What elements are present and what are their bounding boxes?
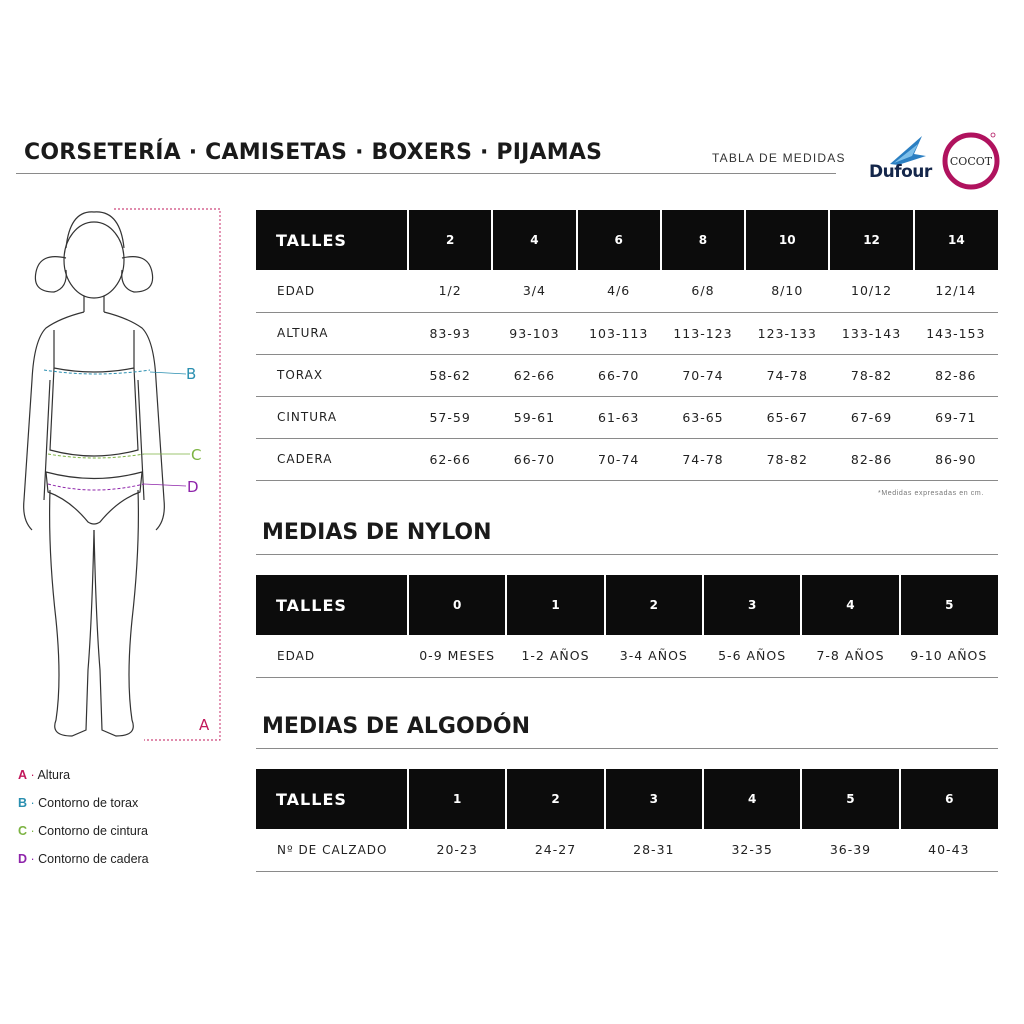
size-table-main — [256, 210, 998, 481]
table-cell: 83-93 — [408, 312, 492, 354]
table-cell: 28-31 — [605, 829, 703, 871]
table-header-cell: 12 — [829, 210, 913, 270]
table-header-cell: TALLES — [256, 769, 408, 829]
table-cell: 65-67 — [745, 396, 829, 438]
table-header-cell: 4 — [492, 210, 576, 270]
table-cell: 36-39 — [801, 829, 899, 871]
table-cell: ALTURA — [256, 312, 408, 354]
table-cell: 4/6 — [577, 270, 661, 312]
table-cell: 10/12 — [829, 270, 913, 312]
table-cell: 103-113 — [577, 312, 661, 354]
legend-key: A — [18, 768, 28, 782]
table-header-cell: 2 — [506, 769, 604, 829]
legend-item: C · Contorno de cintura — [18, 824, 148, 838]
table-cell: 8/10 — [745, 270, 829, 312]
dufour-logo-mark — [890, 136, 926, 165]
table-header-cell: 0 — [408, 575, 506, 635]
table-cell: 61-63 — [577, 396, 661, 438]
table-cell: 9-10 AÑOS — [900, 635, 998, 677]
header-divider — [16, 173, 836, 174]
section-divider — [256, 554, 998, 555]
table-row — [256, 396, 998, 438]
table-cell: 58-62 — [408, 354, 492, 396]
table-header-cell: 5 — [801, 769, 899, 829]
legend-item: A · Altura — [18, 768, 71, 782]
table-row — [256, 270, 998, 312]
cocot-wordmark: COCOT — [949, 155, 993, 168]
table-cell: 7-8 AÑOS — [801, 635, 899, 677]
section-title-nylon: MEDIAS DE NYLON — [262, 520, 492, 545]
table-header-cell: TALLES — [256, 575, 408, 635]
table-cell: 66-70 — [577, 354, 661, 396]
table-cell: TORAX — [256, 354, 408, 396]
table-cell: 0-9 MESES — [408, 635, 506, 677]
table-cell: 133-143 — [829, 312, 913, 354]
table-cell: EDAD — [256, 635, 408, 677]
table-row — [256, 354, 998, 396]
table-row — [256, 312, 998, 354]
table-cell: 123-133 — [745, 312, 829, 354]
table-cell: 82-86 — [829, 438, 913, 480]
child-figure-illustration — [10, 200, 230, 750]
table-cell: 78-82 — [829, 354, 913, 396]
section-divider — [256, 748, 998, 749]
table-header-row — [256, 769, 998, 829]
table-row — [256, 829, 998, 871]
legend-label: Contorno de torax — [38, 796, 139, 810]
table-header-cell: 8 — [661, 210, 745, 270]
table-cell: 74-78 — [661, 438, 745, 480]
table-header-cell: 3 — [703, 575, 801, 635]
legend-label: Contorno de cadera — [38, 852, 149, 866]
measurement-legend — [18, 768, 149, 880]
table-cell: 24-27 — [506, 829, 604, 871]
table-header-cell: 1 — [408, 769, 506, 829]
page-title: CORSETERÍA · CAMISETAS · BOXERS · PIJAMAS — [24, 140, 603, 165]
table-cell: 62-66 — [492, 354, 576, 396]
table-cell: 113-123 — [661, 312, 745, 354]
table-header-cell: 14 — [914, 210, 998, 270]
table-cell: 143-153 — [914, 312, 998, 354]
table-header-cell: TALLES — [256, 210, 408, 270]
legend-key: D — [18, 852, 28, 866]
table-header-cell: 5 — [900, 575, 998, 635]
table-cell: CINTURA — [256, 396, 408, 438]
table-cell: EDAD — [256, 270, 408, 312]
table-header-cell: 2 — [605, 575, 703, 635]
table-cell: 1-2 AÑOS — [506, 635, 604, 677]
table-cell: 82-86 — [914, 354, 998, 396]
measure-label-c: C — [191, 446, 202, 464]
table-cell: 1/2 — [408, 270, 492, 312]
table-cell: 59-61 — [492, 396, 576, 438]
legend-key: C — [18, 824, 28, 838]
table-row — [256, 438, 998, 480]
table-cell: 3/4 — [492, 270, 576, 312]
legend-item: B · Contorno de torax — [18, 796, 139, 810]
table-header-cell: 1 — [506, 575, 604, 635]
table-cell: 74-78 — [745, 354, 829, 396]
legend-item: D · Contorno de cadera — [18, 852, 149, 866]
cocot-logo — [941, 129, 1003, 191]
table-cell: 70-74 — [661, 354, 745, 396]
size-table-algodon — [256, 769, 998, 872]
legend-label: Altura — [37, 768, 71, 782]
table-cell: 69-71 — [914, 396, 998, 438]
table-header-cell: 3 — [605, 769, 703, 829]
table-cell: 63-65 — [661, 396, 745, 438]
units-note: *Medidas expresadas en cm. — [878, 490, 984, 497]
section-title-algodon: MEDIAS DE ALGODÓN — [262, 714, 531, 739]
size-table-nylon — [256, 575, 998, 678]
table-cell: Nº DE CALZADO — [256, 829, 408, 871]
table-header-cell: 6 — [900, 769, 998, 829]
table-header-cell: 4 — [801, 575, 899, 635]
table-cell: 66-70 — [492, 438, 576, 480]
table-row — [256, 635, 998, 677]
table-header-cell: 10 — [745, 210, 829, 270]
measure-label-a: A — [199, 716, 210, 734]
page-subtitle: TABLA DE MEDIDAS — [712, 151, 846, 165]
table-header-cell: 2 — [408, 210, 492, 270]
table-cell: 12/14 — [914, 270, 998, 312]
table-cell: 78-82 — [745, 438, 829, 480]
table-header-row — [256, 575, 998, 635]
table-cell: 40-43 — [900, 829, 998, 871]
table-cell: 5-6 AÑOS — [703, 635, 801, 677]
table-cell: 62-66 — [408, 438, 492, 480]
table-cell: 20-23 — [408, 829, 506, 871]
legend-label: Contorno de cintura — [38, 824, 148, 838]
table-header-row — [256, 210, 998, 270]
table-cell: 32-35 — [703, 829, 801, 871]
table-cell: 93-103 — [492, 312, 576, 354]
table-cell: 67-69 — [829, 396, 913, 438]
table-header-cell: 6 — [577, 210, 661, 270]
table-cell: CADERA — [256, 438, 408, 480]
dufour-wordmark: Dufour — [869, 162, 932, 182]
table-cell: 57-59 — [408, 396, 492, 438]
table-cell: 6/8 — [661, 270, 745, 312]
measure-label-d: D — [187, 478, 199, 496]
legend-key: B — [18, 796, 28, 810]
table-cell: 3-4 AÑOS — [605, 635, 703, 677]
table-cell: 70-74 — [577, 438, 661, 480]
table-header-cell: 4 — [703, 769, 801, 829]
measure-label-b: B — [186, 365, 197, 383]
table-cell: 86-90 — [914, 438, 998, 480]
